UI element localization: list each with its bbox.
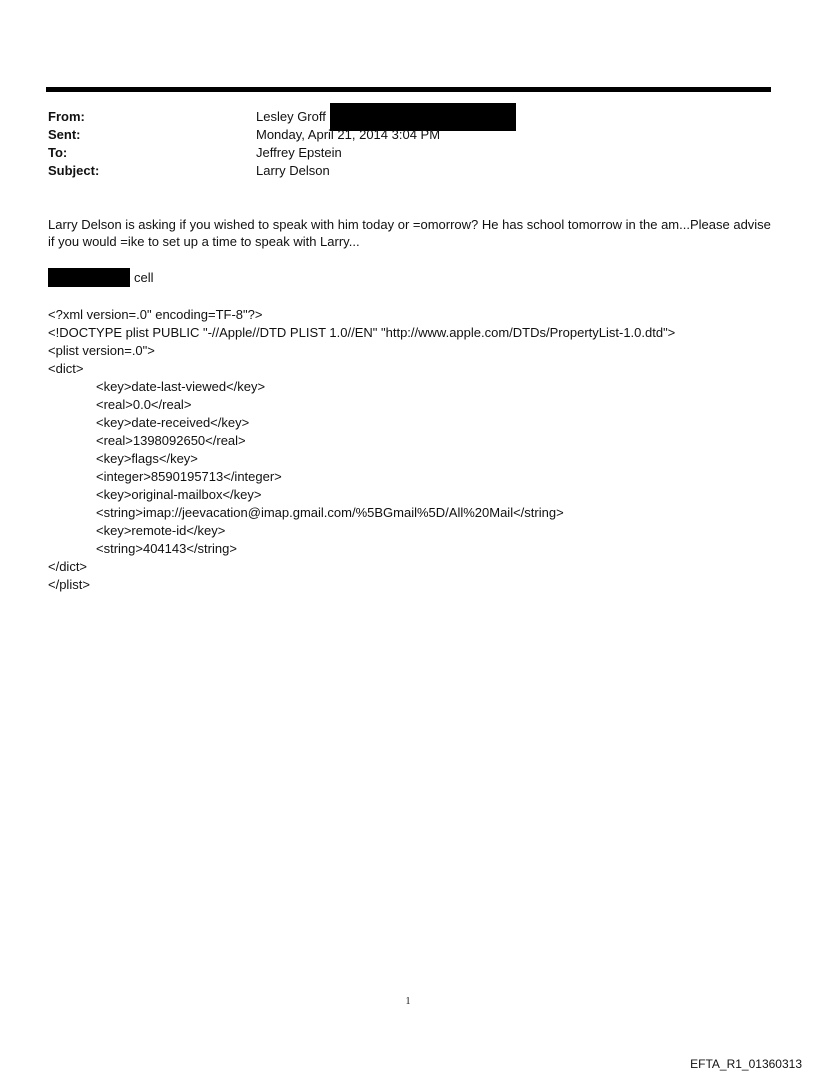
xml-line: </plist>: [48, 577, 90, 592]
xml-line: <dict>: [48, 361, 84, 376]
xml-line: <string>404143</string>: [96, 541, 237, 556]
xml-line: <integer>8590195713</integer>: [96, 469, 282, 484]
sent-row: [48, 126, 768, 144]
xml-line: <key>date-received</key>: [96, 415, 250, 430]
xml-line: <plist version=.0">: [48, 343, 155, 358]
xml-plist-block: [48, 306, 675, 594]
subject-row: [48, 162, 768, 180]
signature-cell-line: [48, 268, 154, 287]
xml-line: <key>remote-id</key>: [96, 523, 226, 538]
xml-line: <key>flags</key>: [96, 451, 198, 466]
email-body: Larry Delson is asking if you wished to speak with him today or =omorrow? He has school tomorrow in the am...Please advise if you would =ike to set up a time to speak with Larry...: [48, 217, 771, 249]
xml-line: <real>1398092650</real>: [96, 433, 246, 448]
page-number: 1: [405, 996, 411, 1007]
sent-value: Monday, April 21, 2014 3:04 PM: [256, 127, 441, 142]
xml-line: <?xml version=.0" encoding=TF-8"?>: [48, 307, 263, 322]
xml-line: <key>date-last-viewed</key>: [96, 379, 266, 394]
redaction-box: [48, 268, 130, 287]
to-label: To:: [48, 145, 68, 160]
email-header: [48, 108, 768, 180]
from-value: Lesley Groff: [256, 109, 326, 124]
header-rule: [46, 87, 771, 92]
xml-line: <key>original-mailbox</key>: [96, 487, 262, 502]
to-row: [48, 144, 768, 162]
subject-label: Subject:: [48, 163, 100, 178]
to-value: Jeffrey Epstein: [256, 145, 342, 160]
xml-line: <!DOCTYPE plist PUBLIC "-//Apple//DTD PLIST 1.0//EN" "http://www.apple.com/DTDs/PropertyList-1.0.dtd">: [48, 325, 676, 340]
sent-label: Sent:: [48, 127, 81, 142]
bates-number: EFTA_R1_01360313: [690, 1057, 802, 1071]
xml-line: <real>0.0</real>: [96, 397, 192, 412]
cell-label: cell: [134, 270, 154, 285]
from-row: [48, 108, 768, 126]
xml-line: <string>imap://jeevacation@imap.gmail.com/%5BGmail%5D/All%20Mail</string>: [96, 505, 564, 520]
from-label: From:: [48, 109, 85, 124]
xml-line: </dict>: [48, 559, 88, 574]
subject-value: Larry Delson: [256, 163, 330, 178]
